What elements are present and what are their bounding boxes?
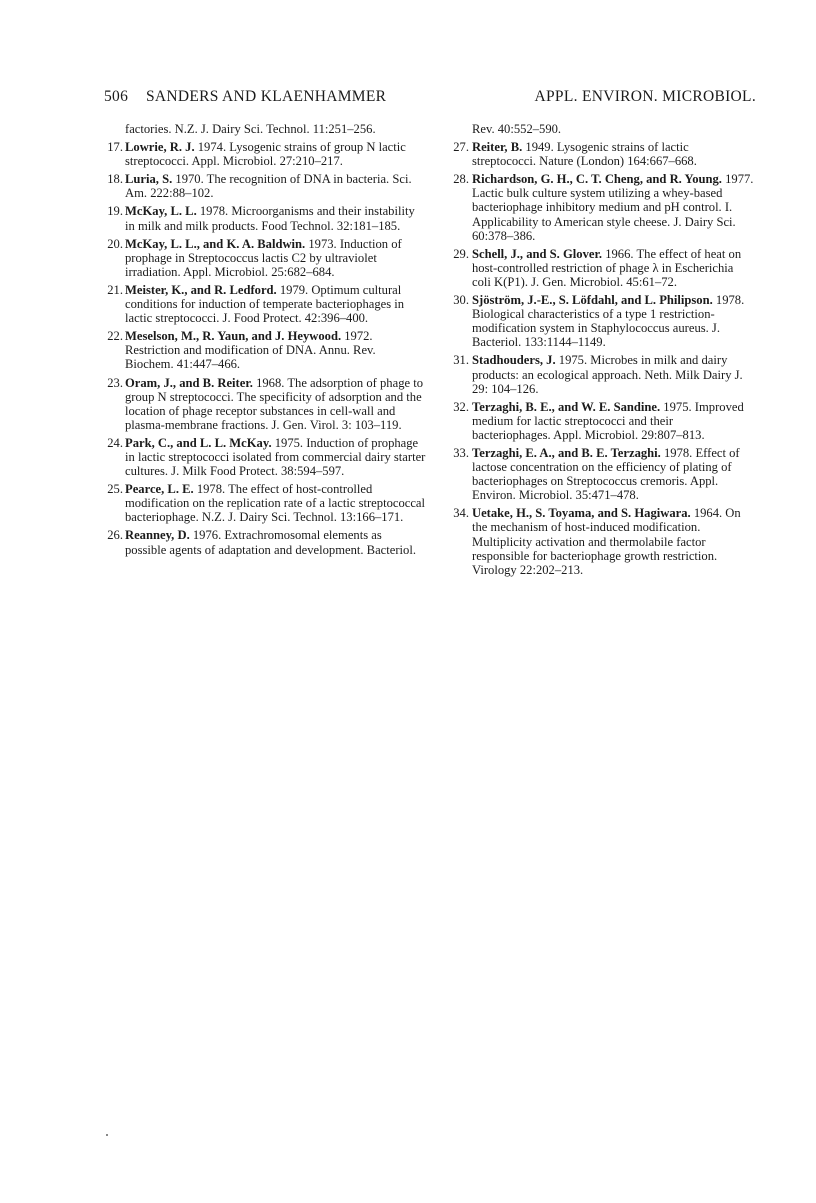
scan-speck — [106, 1134, 108, 1136]
reference-item: 27. Reiter, B. 1949. Lysogenic strains of lactic streptococci. Nature (London) 164:667–668. — [453, 140, 697, 169]
journal-name: APPL. ENVIRON. MICROBIOL. — [534, 88, 756, 105]
reference-column-right — [452, 122, 754, 581]
reference-item: 28. Richardson, G. H., C. T. Cheng, and R. Young. 1977. Lactic bulk culture system utilizing a whey-based bacteriophage inhibitory medium and pH control. I. Applicability to American style cheese. J. Dairy Sci. 60:378–386. — [453, 172, 754, 243]
reference-item: 18. Luria, S. 1970. The recognition of DNA in bacteria. Sci. Am. 222:88–102. — [107, 172, 412, 201]
page-header — [104, 88, 756, 110]
reference-item: 33. Terzaghi, E. A., and B. E. Terzaghi. 1978. Effect of lactose concentration on the efficiency of plating of bacteriophages on Streptococcus cremoris. Appl. Environ. Microbiol. 35:471–478. — [453, 445, 740, 503]
reference-item: 26. Reanney, D. 1976. Extrachromosomal elements as possible agents of adaptation and development. Bacteriol. — [107, 528, 416, 557]
reference-item: 25. Pearce, L. E. 1978. The effect of host-controlled modification on the replication rate of a lactic streptococcal bacteriophage. N.Z. J. Dairy Sci. Technol. 13:166–171. — [107, 482, 426, 525]
reference-item: 31. Stadhouders, J. 1975. Microbes in milk and dairy products: an ecological approach. Neth. Milk Dairy J. 29: 104–126. — [453, 353, 743, 396]
reference-item: 24. Park, C., and L. L. McKay. 1975. Induction of prophage in lactic streptococci isolated from commercial dairy starter cultures. J. Milk Food Protect. 38:594–597. — [107, 435, 426, 479]
reference-item: 30. Sjöström, J.-E., S. Löfdahl, and L. Philipson. 1978. Biological characteristics of a type 1 restriction-modification system in Staphylococcus aureus. J. Bacteriol. 133:1144–1149. — [453, 293, 745, 350]
reference-item: Rev. 40:552–590. — [472, 122, 562, 136]
reference-item: 23. Oram, J., and B. Reiter. 1968. The adsorption of phage to group N streptococci. The specificity of adsorption and the location of phage receptor substances in cell-wall and plasma-membrane fractions. J. Gen. Virol. 3: 103–119. — [107, 375, 424, 432]
reference-item: 17. Lowrie, R. J. 1974. Lysogenic strains of group N lactic streptococci. Appl. Microbiol. 27:210–217. — [107, 140, 406, 169]
reference-item: 34. Uetake, H., S. Toyama, and S. Hagiwara. 1964. On the mechanism of host-induced modification. Multiplicity activation and thermolabile factor responsible for bacteriophage growth restriction. Virology 22:202–213. — [453, 506, 741, 577]
reference-item: 20. McKay, L. L., and K. A. Baldwin. 1973. Induction of prophage in Streptococcus lactis C2 by ultraviolet irradiation. Appl. Microbiol. 25:682–684. — [107, 236, 402, 279]
reference-item: 21. Meister, K., and R. Ledford. 1979. Optimum cultural conditions for induction of temperate bacteriophages in lactic streptococci. J. Food Protect. 42:396–400. — [107, 282, 405, 326]
reference-item: 19. McKay, L. L. 1978. Microorganisms and their instability in milk and milk products. Food Technol. 32:181–185. — [107, 204, 415, 233]
running-authors: SANDERS AND KLAENHAMMER — [146, 88, 387, 105]
reference-item: 29. Schell, J., and S. Glover. 1966. The effect of heat on host-controlled restriction of phage λ in Escherichia coli K(P1). J. Gen. Microbiol. 45:61–72. — [453, 246, 742, 289]
reference-item: 32. Terzaghi, B. E., and W. E. Sandine. 1975. Improved medium for lactic streptococci and their bacteriophages. Appl. Microbiol. 29:807–813. — [453, 399, 744, 442]
reference-item: factories. N.Z. J. Dairy Sci. Technol. 11:251–256. — [125, 122, 376, 136]
reference-item: 22. Meselson, M., R. Yaun, and J. Heywood. 1972. Restriction and modification of DNA. Annu. Rev. Biochem. 41:447–466. — [107, 329, 376, 372]
reference-column-left — [106, 122, 426, 561]
page-number: 506 — [104, 88, 129, 105]
